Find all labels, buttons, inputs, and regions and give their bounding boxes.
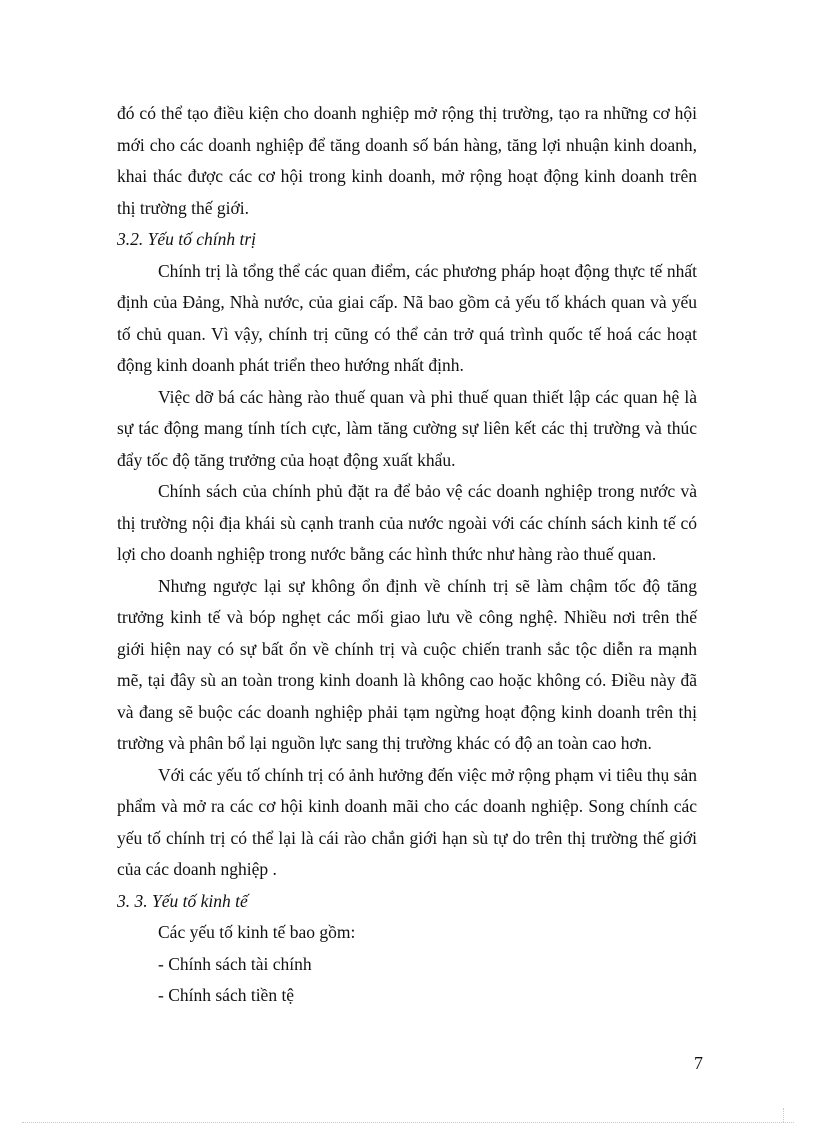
- page-body: [117, 98, 697, 1012]
- paragraph-tariff-barriers: Việc dỡ bá các hàng rào thuế quan và phi thuế quan thiết lập các quan hệ là sự tác động mang tính tích cực, làm tăng cường sự liên kết các thị trường và thúc đẩy tốc độ tăng trưởng của hoạt động xuất khẩu.: [117, 386, 697, 470]
- paragraph-government-policy: Chính sách của chính phủ đặt ra để bảo vệ các doanh nghiệp trong nước và thị trường nội địa khái sù cạnh tranh của nước ngoài với các chính sách kinh tế có lợi cho doanh nghiệp trong nước bằng các hình thức như hàng rào thuế quan.: [117, 481, 697, 564]
- paragraph-political-instability: Nhưng ngược lại sự không ổn định về chính trị sẽ làm chậm tốc độ tăng trưởng kinh tế và bóp nghẹt các mối giao lưu về công nghệ. Nhiều nơi trên thế giới hiện nay có sự bất ổn về chính trị và cuộc chiến tranh sắc tộc diễn ra mạnh mẽ, tại đây sù an toàn trong kinh doanh là không cao hoặc không có. Điều này đã và đang sẽ buộc các doanh nghiệp phải tạm ngừng hoạt động kinh doanh trên thị trường và phân bổ lại nguồn lực sang thị trường khác có độ an toàn cao hơn.: [117, 575, 697, 753]
- list-item: - Chính sách tài chính: [158, 953, 312, 974]
- page-number: 7: [694, 1053, 703, 1073]
- paragraph-continued: đó có thể tạo điều kiện cho doanh nghiệp mở rộng thị trường, tạo ra những cơ hội mới cho các doanh nghiệp để tăng doanh số bán hàng, tăng lợi nhuận kinh doanh, khai thác được các cơ hội trong kinh doanh, mở rộng hoạt động kinh doanh trên thị trường thế giới.: [117, 103, 697, 218]
- section-heading-political-factor: 3.2. Yếu tố chính trị: [117, 229, 257, 249]
- list-item: - Chính sách tiền tệ: [158, 985, 295, 1005]
- paragraph-politics-definition: Chính trị là tổng thể các quan điểm, các phương pháp hoạt động thực tế nhất định của Đảng, Nhà nước, của giai cấp. Nã bao gồm cả yếu tố khách quan và yếu tố chủ quan. Vì vậy, chính trị cũng có thể cản trở quá trình quốc tế hoá các hoạt động kinh doanh phát triển theo hướng nhất định.: [117, 260, 697, 375]
- section-heading-economic-factor: 3. 3. Yếu tố kinh tế: [117, 890, 248, 911]
- paragraph-economic-intro: Các yếu tố kinh tế bao gồm:: [158, 922, 356, 942]
- paragraph-political-influence: Với các yếu tố chính trị có ảnh hưởng đến việc mở rộng phạm vi tiêu thụ sản phẩm và mở ra các cơ hội kinh doanh mãi cho các doanh nghiệp. Song chính các yếu tố chính trị có thể lại là cái rào chắn giới hạn sù tự do trên thị trường thế giới của các doanh nghiệp .: [117, 764, 697, 879]
- page-corner-mark: [783, 1108, 794, 1122]
